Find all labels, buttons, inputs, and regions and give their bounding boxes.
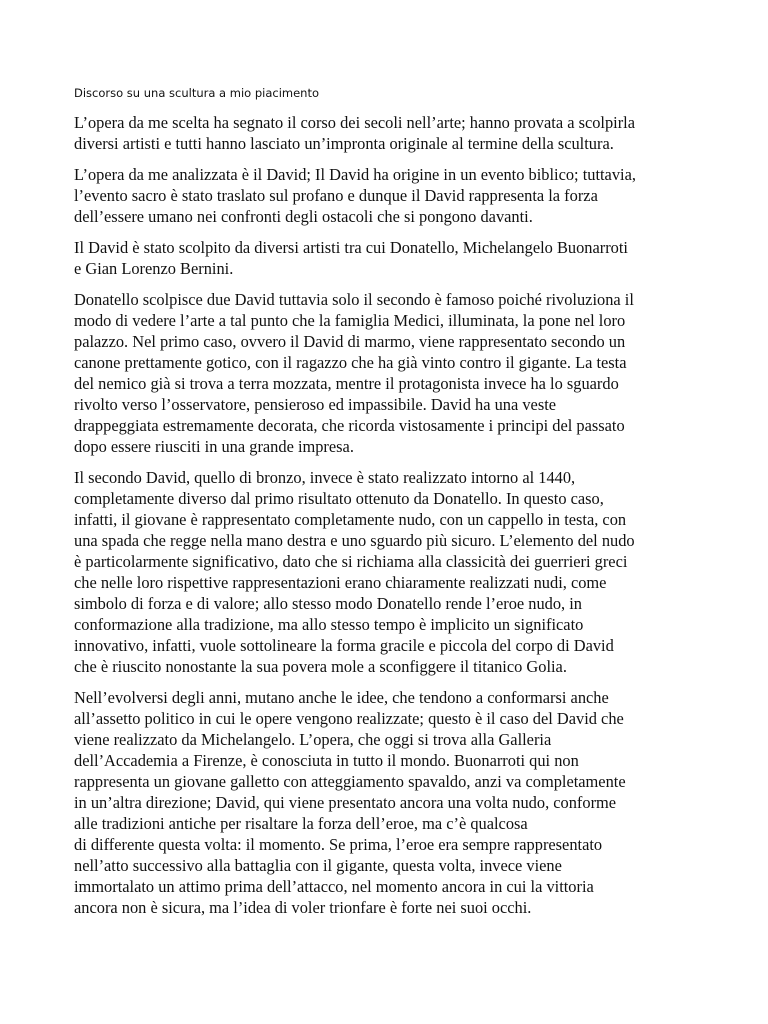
document-heading: Discorso su una scultura a mio piacimento — [74, 86, 320, 100]
paragraph-line: palazzo. Nel primo caso, ovvero il David di marmo, viene rappresentato secondo un — [74, 332, 626, 351]
paragraph-line: innovativo, infatti, vuole sottolineare la forma gracile e piccola del corpo di David — [74, 636, 614, 655]
paragraph-line: L’opera da me analizzata è il David; Il David ha origine in un evento biblico; tuttavia, — [74, 165, 636, 184]
paragraph — [74, 164, 714, 227]
paragraph-line: dopo essere riusciti in una grande impresa. — [74, 437, 354, 456]
paragraph-line: simbolo di forza e di valore; allo stesso modo Donatello rende l’eroe nudo, in — [74, 594, 582, 613]
paragraph-line: l’evento sacro è stato traslato sul profano e dunque il David rappresenta la forza — [74, 186, 598, 205]
paragraph — [74, 467, 714, 677]
paragraph-line: Donatello scolpisce due David tuttavia solo il secondo è famoso poiché rivoluziona il — [74, 290, 634, 309]
paragraph-line: che nelle loro rispettive rappresentazioni erano chiaramente realizzati nudi, come — [74, 573, 607, 592]
paragraph-line: infatti, il giovane è rappresentato completamente nudo, con un cappello in testa, con — [74, 510, 627, 529]
paragraph-line: diversi artisti e tutti hanno lasciato un’impronta originale al termine della scultura. — [74, 134, 614, 153]
paragraph-line: che è riuscito nonostante la sua povera mole a sconfiggere il titanico Golia. — [74, 657, 567, 676]
paragraph — [74, 237, 714, 279]
paragraph-line: e Gian Lorenzo Bernini. — [74, 259, 234, 278]
paragraph-line: dell’Accademia a Firenze, è conosciuta in tutto il mondo. Buonarroti qui non — [74, 751, 579, 770]
paragraph-line: una spada che regge nella mano destra e uno sguardo più sicuro. L’elemento del nudo — [74, 531, 635, 550]
paragraph-line: completamente diverso dal primo risultato ottenuto da Donatello. In questo caso, — [74, 489, 604, 508]
paragraph-line: Nell’evolversi degli anni, mutano anche le idee, che tendono a conformarsi anche — [74, 688, 609, 707]
paragraph-line: del nemico già si trova a terra mozzata, mentre il protagonista invece ha lo sguardo — [74, 374, 619, 393]
paragraph-line: in un’altra direzione; David, qui viene presentato ancora una volta nudo, conforme — [74, 793, 617, 812]
paragraph-line: drappeggiata estremamente decorata, che ricorda vistosamente i principi del passato — [74, 416, 625, 435]
paragraph — [74, 112, 714, 154]
paragraph-line: immortalato un attimo prima dell’attacco, nel momento ancora in cui la vittoria — [74, 877, 594, 896]
paragraph-line: alle tradizioni antiche per risaltare la forza dell’eroe, ma c’è qualcosa — [74, 814, 528, 833]
paragraph — [74, 687, 714, 918]
paragraph — [74, 289, 714, 457]
paragraph-line: conformazione alla tradizione, ma allo stesso tempo è implicito un significato — [74, 615, 584, 634]
paragraph-line: dell’essere umano nei confronti degli ostacoli che si pongono davanti. — [74, 207, 533, 226]
document-body — [74, 112, 714, 928]
paragraph-line: di differente questa volta: il momento. Se prima, l’eroe era sempre rappresentato — [74, 835, 603, 854]
paragraph-line: è particolarmente significativo, dato che si richiama alla classicità dei guerrieri greci — [74, 552, 628, 571]
paragraph-line: all’assetto politico in cui le opere vengono realizzate; questo è il caso del David che — [74, 709, 624, 728]
paragraph-line: ancora non è sicura, ma l’idea di voler trionfare è forte nei suoi occhi. — [74, 898, 532, 917]
paragraph-line: L’opera da me scelta ha segnato il corso dei secoli nell’arte; hanno provata a scolpirla — [74, 113, 636, 132]
paragraph-line: rivolto verso l’osservatore, pensieroso ed impassibile. David ha una veste — [74, 395, 557, 414]
paragraph-line: rappresenta un giovane galletto con atteggiamento spavaldo, anzi va completamente — [74, 772, 626, 791]
paragraph-line: modo di vedere l’arte a tal punto che la famiglia Medici, illuminata, la pone nel loro — [74, 311, 626, 330]
paragraph-line: viene realizzato da Michelangelo. L’opera, che oggi si trova alla Galleria — [74, 730, 552, 749]
paragraph-line: nell’atto successivo alla battaglia con il gigante, questa volta, invece viene — [74, 856, 562, 875]
paragraph-line: canone prettamente gotico, con il ragazzo che ha già vinto contro il gigante. La testa — [74, 353, 627, 372]
paragraph-line: Il David è stato scolpito da diversi artisti tra cui Donatello, Michelangelo Buonarroti — [74, 238, 628, 257]
paragraph-line: Il secondo David, quello di bronzo, invece è stato realizzato intorno al 1440, — [74, 468, 576, 487]
